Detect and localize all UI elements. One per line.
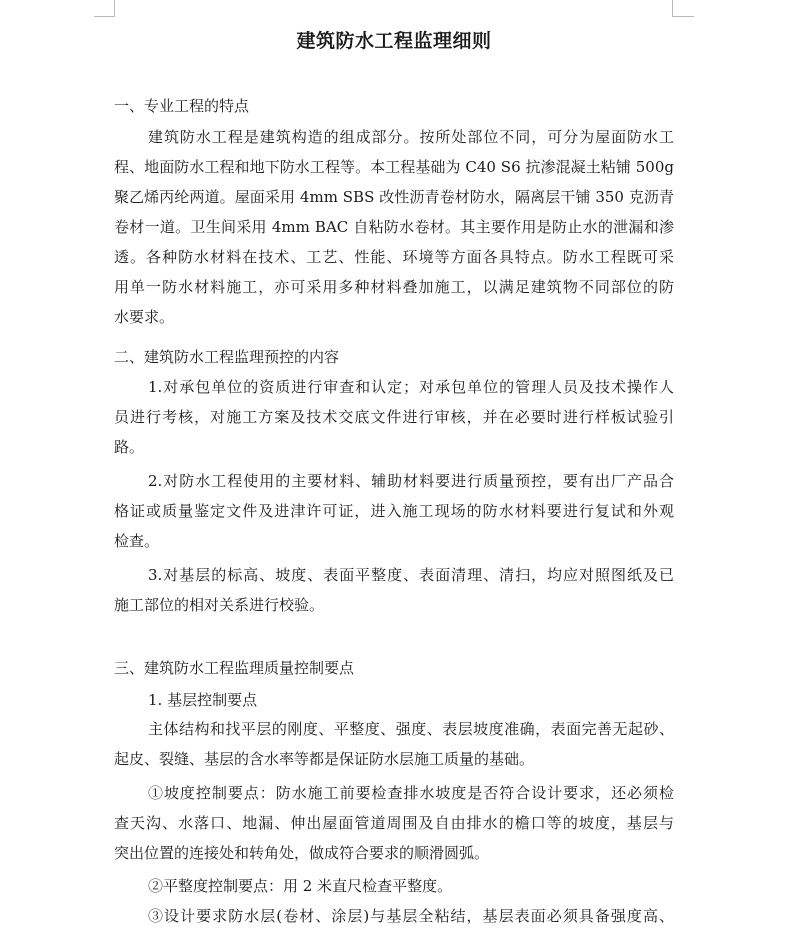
paragraph-line: 卷材一道。卫生间采用 4mm BAC 自粘防水卷材。其主要作用是防止水的泄漏和渗: [114, 218, 674, 236]
section-heading-2: 二、建筑防水工程监理预控的内容: [114, 348, 340, 366]
paragraph-line: 聚乙烯丙纶两道。屋面采用 4mm SBS 改性沥青卷材防水，隔离层干铺 350 克沥青: [114, 188, 674, 206]
paragraph-line: 检查。: [114, 532, 160, 550]
section-heading-1: 一、专业工程的特点: [114, 97, 250, 115]
page-corner-mark-left: [94, 16, 114, 17]
paragraph-line: ③设计要求防水层(卷材、涂层)与基层全粘结，基层表面必须具备强度高、: [148, 907, 674, 925]
section-heading-3: 三、建筑防水工程监理质量控制要点: [114, 659, 355, 677]
paragraph-line: 查天沟、水落口、地漏、伸出屋面管道周围及自由排水的檐口等的坡度，基层与: [114, 814, 674, 832]
paragraph-line: 主体结构和找平层的刚度、平整度、强度、表层坡度准确，表面完善无起砂、: [148, 720, 674, 738]
section-3-paragraph-2: [114, 778, 674, 868]
section-3-paragraph-3: [114, 871, 674, 901]
page-corner-mark-right: [672, 16, 694, 17]
paragraph-line: 程、地面防水工程和地下防水工程等。本工程基础为 C40 S6 抗渗混凝土粘铺 500g: [114, 158, 674, 176]
section-3-paragraph-1: [114, 714, 674, 774]
paragraph-line: 格证或质量鉴定文件及进津许可证，进入施工现场的防水材料要进行复试和外观: [114, 502, 674, 520]
paragraph-line: 施工部位的相对关系进行校验。: [114, 596, 325, 614]
section-2-paragraph-3: [114, 560, 674, 620]
paragraph-line: 透。各种防水材料在技术、工艺、性能、环境等方面各具特点。防水工程既可采: [114, 248, 674, 266]
document-title: 建筑防水工程监理细则: [296, 30, 492, 52]
paragraph-line: 员进行考核，对施工方案及技术交底文件进行审核，并在必要时进行样板试验引: [114, 408, 674, 426]
section-2-paragraph-2: [114, 466, 674, 556]
paragraph-line: 水要求。: [114, 308, 175, 326]
page-corner-mark-left-vertical: [114, 0, 115, 17]
paragraph-line: 路。: [114, 438, 145, 456]
paragraph-line: 3.对基层的标高、坡度、表面平整度、表面清理、清扫，均应对照图纸及已: [148, 566, 674, 584]
section-1-paragraph-1: [114, 122, 674, 332]
paragraph-line: 2.对防水工程使用的主要材料、辅助材料要进行质量预控，要有出厂产品合: [148, 472, 674, 490]
paragraph-line: 建筑防水工程是建筑构造的组成部分。按所处部位不同，可分为屋面防水工: [148, 128, 674, 146]
paragraph-line: 起皮、裂缝、基层的含水率等都是保证防水层施工质量的基础。: [114, 750, 535, 768]
paragraph-line: ②平整度控制要点：用 2 米直尺检查平整度。: [148, 877, 453, 895]
page-corner-mark-right-vertical: [672, 0, 673, 17]
subsection-heading: 1. 基层控制要点: [148, 691, 258, 709]
paragraph-line: 1.对承包单位的资质进行审查和认定；对承包单位的管理人员及技术操作人: [148, 378, 674, 396]
paragraph-line: 用单一防水材料施工，亦可采用多种材料叠加施工，以满足建筑物不同部位的防: [114, 278, 674, 296]
paragraph-line: ①坡度控制要点：防水施工前要检查排水坡度是否符合设计要求，还必须检: [148, 784, 674, 802]
paragraph-line: 突出位置的连接处和转角处，做成符合要求的顺滑圆弧。: [114, 844, 490, 862]
section-3-paragraph-4: [114, 901, 674, 931]
section-2-paragraph-1: [114, 372, 674, 462]
